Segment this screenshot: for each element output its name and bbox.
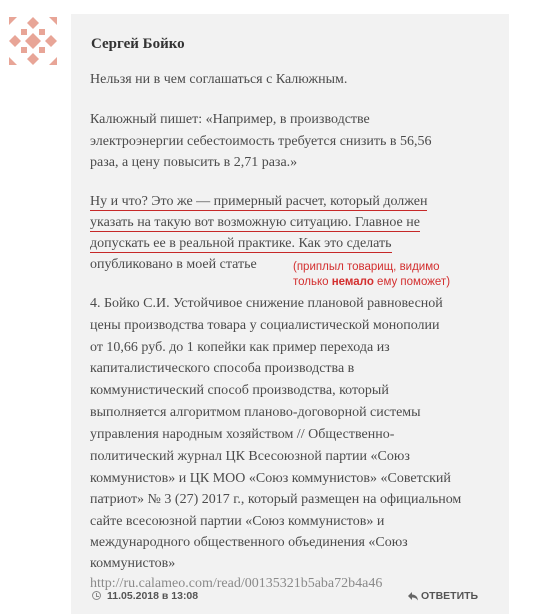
- comment-text-line: цены производства товара у социалистической монополии: [90, 318, 440, 333]
- comment-text-line: капиталистического способа производства в: [90, 361, 355, 376]
- comment-text-line: раза, а цену повысить в 2,71 раза.»: [90, 155, 298, 170]
- comment-text-line: международного общественного объединения «Союз: [90, 535, 408, 550]
- avatar: [6, 14, 60, 68]
- comment-text-line: 4. Бойко С.И. Устойчивое снижение плановой равновесной: [90, 296, 443, 311]
- comment-text-line: сайте всесоюзной партии «Союз коммунистов» и: [90, 514, 385, 529]
- comment-text-line: опубликовано в моей статье: [90, 257, 257, 272]
- reply-button[interactable]: ОТВЕТИТЬ: [421, 590, 479, 602]
- comment-text-line: Нельзя ни в чем соглашаться с Калюжным.: [90, 72, 348, 87]
- annotation-note: (приплыл товарищ, видимо: [293, 261, 440, 273]
- clock-icon: [92, 591, 101, 600]
- comment-text-line-underlined: указать на такую вот возможную ситуацию. Главное не: [90, 215, 420, 230]
- comment-text-line: управления народным хозяйством // Общественно-: [90, 427, 395, 442]
- annotation-note-pre: только: [293, 276, 332, 288]
- comment-date[interactable]: 11.05.2018 в 13:08: [107, 590, 199, 602]
- annotation-note: [293, 276, 450, 288]
- comment-text-line: от 10,66 руб. до 1 копейки как пример перехода из: [90, 340, 390, 355]
- comment-text-line-underlined: допускать ее в реальной практике. Как это сделать: [90, 236, 392, 251]
- reply-icon[interactable]: [408, 591, 418, 601]
- comment-text-line: политический журнал ЦК Всесоюзной партии «Союз: [90, 449, 410, 464]
- annotation-note-post: ему поможет): [373, 276, 451, 288]
- article-link[interactable]: http://ru.calameo.com/read/00135321b5aba72b4a46: [90, 576, 383, 591]
- comment-author[interactable]: Сергей Бойко: [91, 36, 185, 52]
- annotation-note-bold: немало: [331, 276, 374, 288]
- comment-text-line: патриот» № 3 (27) 2017 г., который размещен на официальном: [90, 492, 462, 507]
- comment-text-line: коммунистов»: [90, 556, 176, 571]
- comment-text-line: коммунистический способ производства, который: [90, 383, 389, 398]
- comment-text-line: электроэнергии себестоимость требуется снизить в 56,56: [90, 134, 432, 149]
- comment-text-line: выполняется алгоритмом планово-договорной системы: [90, 405, 421, 420]
- comment-text-line-underlined: Ну и что? Это же — примерный расчет, который должен: [90, 194, 428, 209]
- comment-text-line: Калюжный пишет: «Например, в производстве: [90, 112, 370, 127]
- comment-text-line: коммунистов» и ЦК МОО «Союз коммунистов» «Советский: [90, 471, 451, 486]
